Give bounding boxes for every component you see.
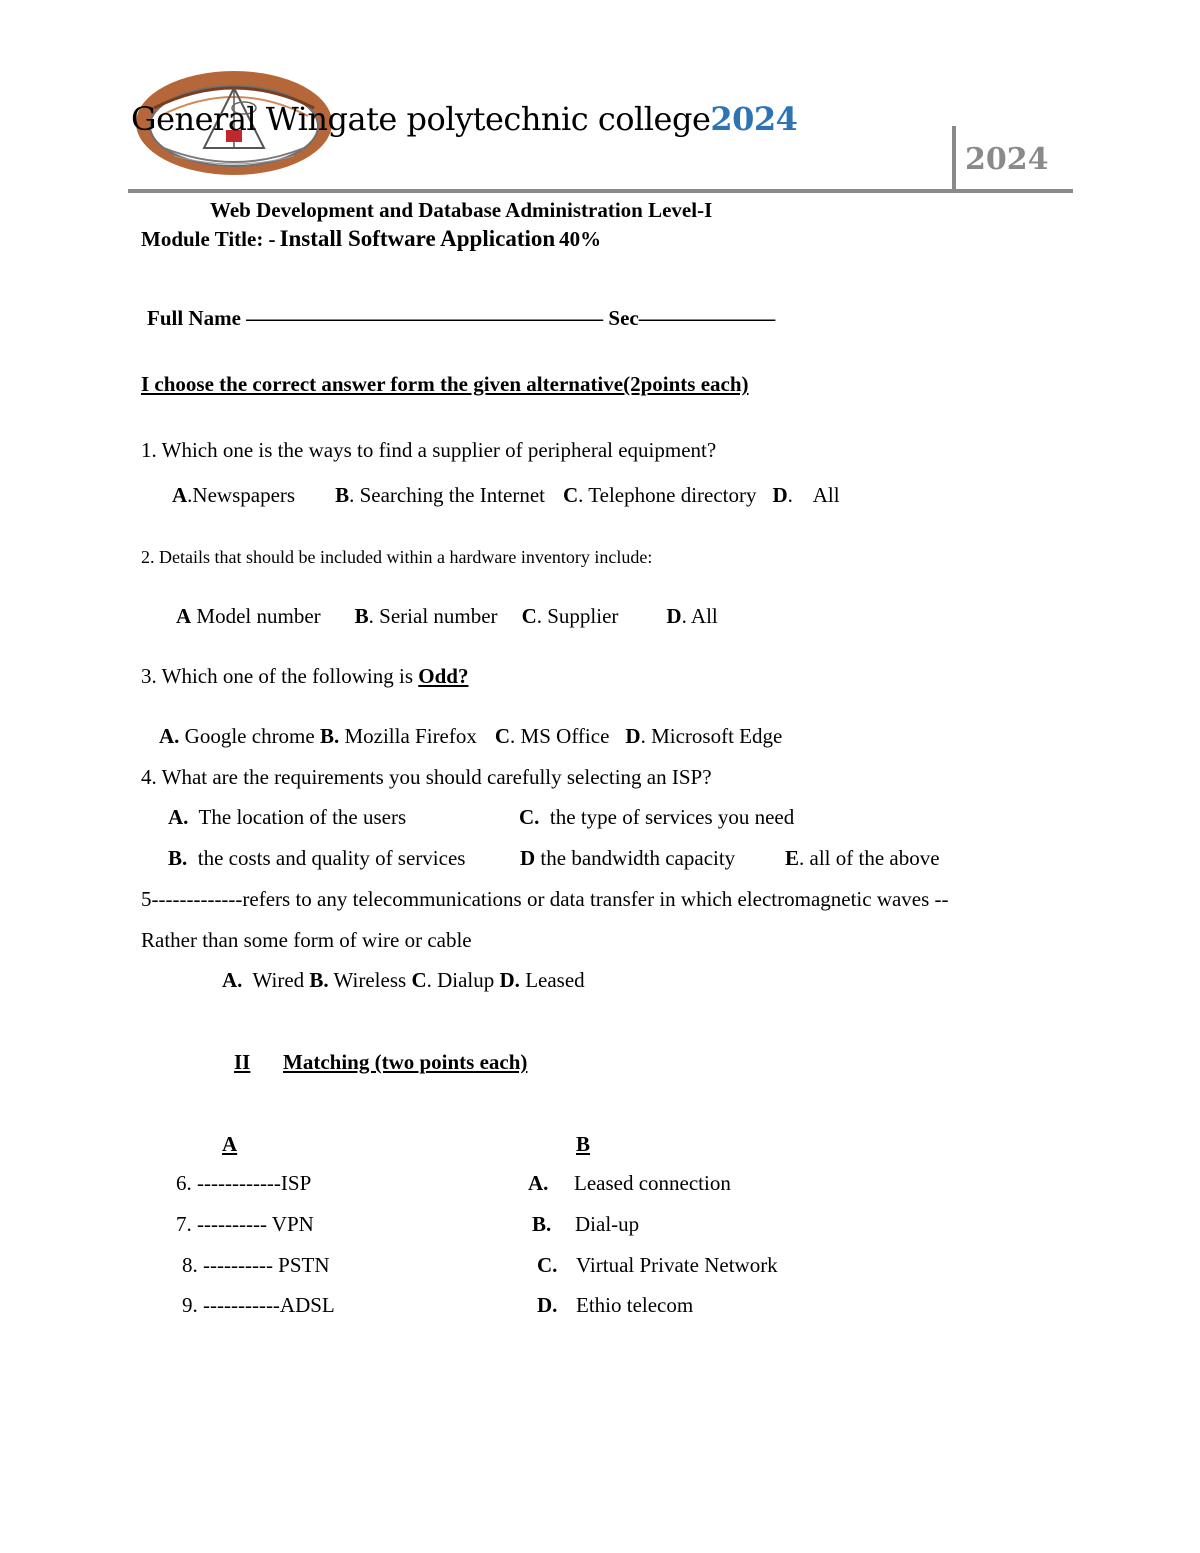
column-b-header: B — [576, 1132, 591, 1156]
question-3: 3. Which one of the following is Odd? — [141, 664, 469, 688]
match-right-letter-b: B. — [532, 1212, 552, 1236]
question-5-line-2: Rather than some form of wire or cable — [141, 928, 472, 952]
question-4-option-b: B. the costs and quality of services — [168, 846, 466, 870]
header-vertical-divider — [952, 126, 956, 190]
module-title-line — [141, 226, 601, 252]
question-1: 1. Which one is the ways to find a supplier of peripheral equipment? — [141, 438, 717, 462]
match-right-letter-a: A. — [528, 1171, 549, 1195]
part2-heading: Matching (two points each) — [283, 1050, 528, 1074]
match-left-7: 7. ---------- VPN — [176, 1212, 314, 1236]
question-5-options: A. Wired B. Wireless C. Dialup D. Leased — [222, 968, 585, 992]
column-a-header: A — [222, 1132, 238, 1156]
question-3-options: A. Google chrome B. Mozilla Firefox C. MS Office D. Microsoft Edge — [159, 724, 783, 748]
question-4-option-c: C. the type of services you need — [519, 805, 795, 829]
header-right-year: 2024 — [965, 142, 1049, 177]
odd-emphasis: Odd? — [418, 664, 469, 688]
header-year: 2024 — [710, 100, 798, 138]
part1-heading: I choose the correct answer form the given alternative(2points each) — [141, 372, 749, 396]
match-right-letter-c: C. — [537, 1253, 558, 1277]
program-title: Web Development and Database Administration Level-I — [210, 198, 713, 222]
question-4-option-a: A. The location of the users — [168, 805, 407, 829]
part2-number: II — [234, 1050, 251, 1074]
module-label: Module Title: - — [141, 227, 276, 251]
full-name-label: Full Name — [147, 306, 241, 330]
name-line — [147, 306, 775, 331]
match-right-d: Ethio telecom — [576, 1293, 694, 1317]
match-left-8: 8. ---------- PSTN — [182, 1253, 330, 1277]
sec-blank[interactable]: ––––––––––––– — [638, 306, 776, 330]
question-5-line-1: 5-------------refers to any telecommunications or data transfer in which electromagnetic waves -- — [141, 887, 949, 911]
question-1-options: A.Newspapers B. Searching the Internet C. Telephone directory D. All — [172, 483, 840, 507]
match-left-6: 6. ------------ISP — [176, 1171, 312, 1195]
full-name-blank[interactable]: –––––––––––––––––––––––––––––––––– — [246, 306, 604, 330]
question-4-option-e: E. all of the above — [785, 846, 940, 870]
question-4: 4. What are the requirements you should carefully selecting an ISP? — [141, 765, 712, 789]
question-2-options: A Model number B. Serial number C. Supplier D. All — [176, 604, 718, 628]
match-right-a: Leased connection — [574, 1171, 731, 1195]
match-left-9: 9. -----------ADSL — [182, 1293, 335, 1317]
sec-label: Sec — [608, 306, 639, 330]
match-right-b: Dial-up — [575, 1212, 640, 1236]
match-right-letter-d: D. — [537, 1293, 558, 1317]
module-title: Install Software Application — [279, 226, 556, 251]
match-right-c: Virtual Private Network — [576, 1253, 778, 1277]
module-weight: 40% — [559, 227, 602, 251]
question-2: 2. Details that should be included within a hardware inventory include: — [141, 547, 653, 567]
question-4-option-d: D the bandwidth capacity — [520, 846, 736, 870]
header-divider — [128, 189, 1073, 193]
college-title: General Wingate polytechnic college2024 — [131, 100, 798, 138]
